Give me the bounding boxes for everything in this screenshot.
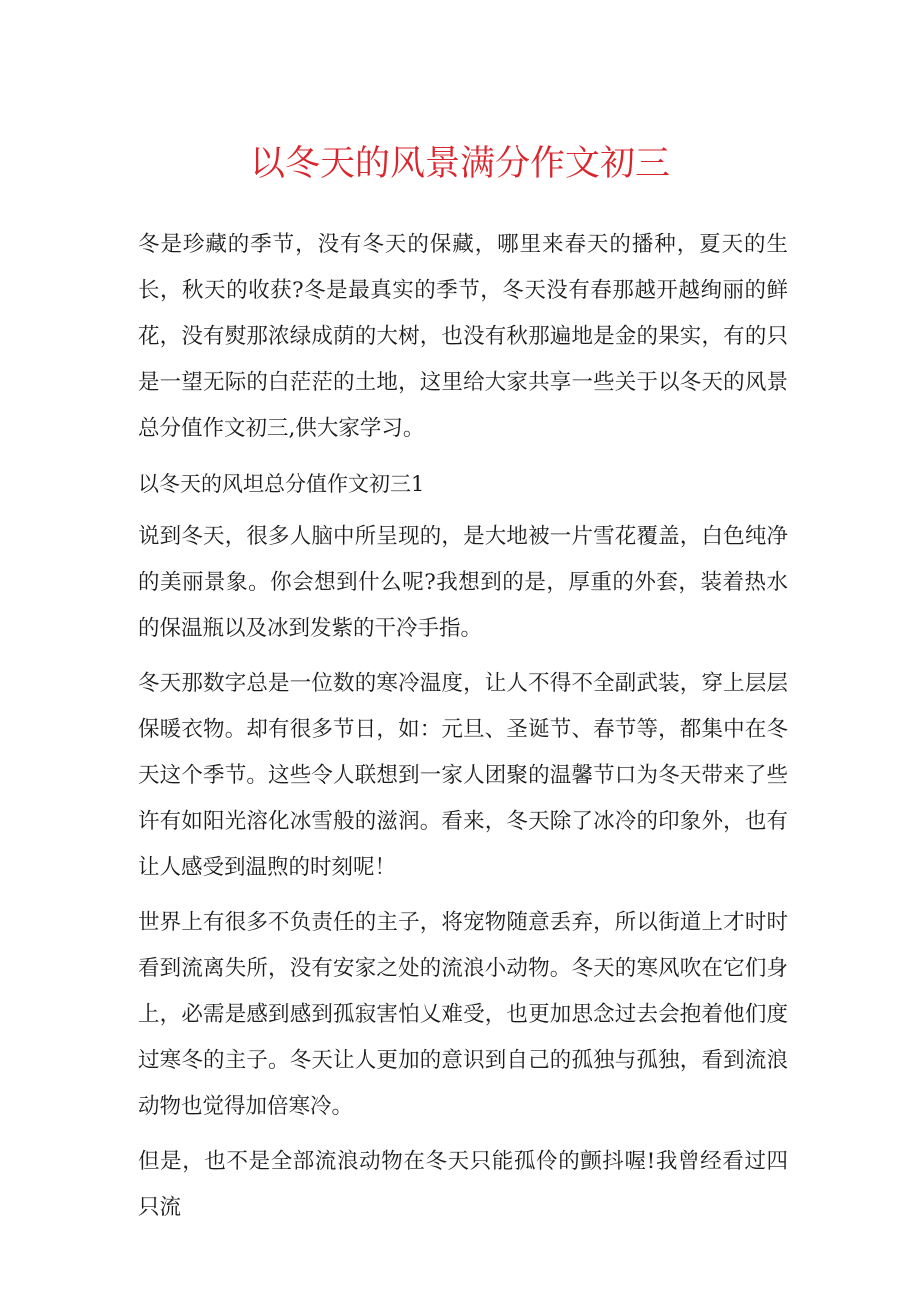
document-body	[138, 222, 788, 1240]
paragraph-1: 说到冬天，很多人脑中所呈现的，是大地被一片雪花覆盖，白色纯净的美丽景象。你会想到什么呢?我想到的是，厚重的外套，装着热水的保温瓶以及冰到发紫的干冷手指。	[138, 524, 788, 641]
paragraph-4: 但是，也不是全部流浪动物在冬天只能孤伶的颤抖喔!我曾经看过四只流	[138, 1149, 788, 1220]
paragraph-2: 冬天那数字总是一位数的寒冷温度，让人不得不全副武装，穿上层层保暖衣物。却有很多节日，如：元旦、圣诞节、春节等，都集中在冬天这个季节。这些令人联想到一家人团聚的温馨节口为冬天带来了些许有如阳光溶化冰雪般的滋润。看来，冬天除了冰冷的印象外，也有让人感受到温煦的时刻呢！	[138, 671, 788, 880]
intro-paragraph: 冬是珍藏的季节，没有冬天的保藏，哪里来春天的播种，夏天的生长，秋天的收获?冬是最真实的季节，冬天没有春那越开越绚丽的鲜花，没有熨那浓绿成荫的大树，也没有秋那遍地是金的果实，有的只是一望无际的白茫茫的土地，这里给大家共享一些关于以冬天的风景总分值作文初三,供大家学习。	[138, 232, 788, 441]
document-title: 以冬天的风景满分作文初三	[249, 144, 670, 184]
section-heading: 以冬天的风坦总分值作文初三1	[138, 472, 425, 496]
paragraph-3: 世界上有很多不负责任的主子，将宠物随意丢弃，所以街道上才时时看到流离失所，没有安家之处的流浪小动物。冬天的寒风吹在它们身上，必需是感到感到孤寂害怕乂难受，也更加思念过去会抱着他们度过寒冬的主子。冬天让人更加的意识到自己的孤独与孤独，看到流浪动物也觉得加倍寒冷。	[138, 910, 788, 1119]
